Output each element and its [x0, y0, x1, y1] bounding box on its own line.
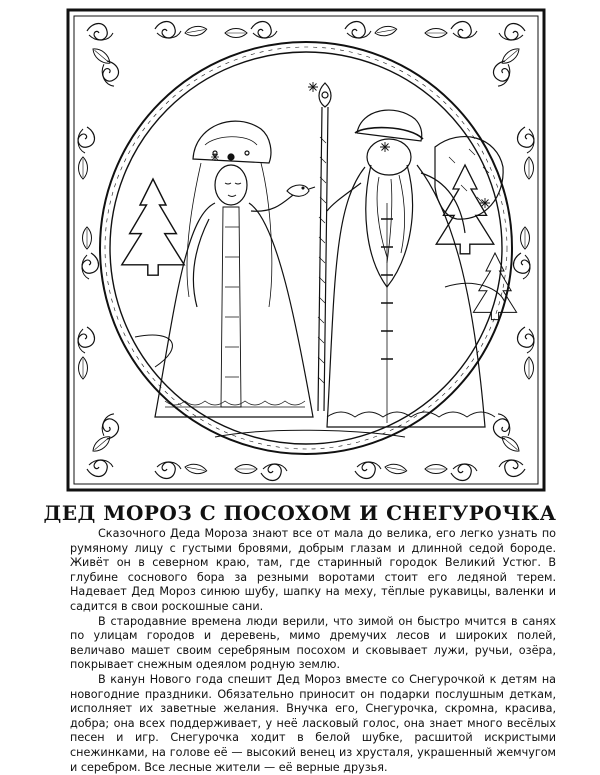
body-text: [70, 527, 556, 775]
illustration: [65, 7, 547, 493]
paragraph: В стародавние времена люди верили, что зимой он быстро мчится в санях по улицам городов и деревень, мимо дремучих лесов и широких полей, величаво машет своим серебряным посохом и сковывает лужи, ручьи, озёра, покрывает снежным одеялом родную землю.: [70, 614, 556, 672]
ornamental-frame-icon: [68, 10, 544, 490]
paragraph: Сказочного Деда Мороза знают все от мала до велика, его легко узнать по румяному лицу с густыми бровями, добрым глазам и длинной седой бороде. Живёт он в северном краю, там, где старинный городок Великий Устюг. В глубине соснового бора за резными воротами стоит его ледяной терем. Надевает Дед Мороз синюю шубу, шапку на меху, тёплые рукавицы, валенки и садится в свои роскошные сани.: [70, 527, 556, 613]
paragraph: В канун Нового года спешит Дед Мороз вместе со Снегурочкой к детям на новогодние праздники. Обязательно приносит он подарки послушным деткам, исполняет их заветные желания. Внучка его, Снегурочка, скромна, красива, добра; она всех поддерживает, у неё ласковый голос, она знает много весёлых песен и игр. Снегурочка ходит в белой шубке, расшитой искристыми снежинками, на голове её — высокий венец из хрусталя, украшенный жемчугом и серебром. Все лесные жители — её верные друзья.: [70, 672, 556, 774]
page-title: ДЕД МОРОЗ С ПОСОХОМ И СНЕГУРОЧКА: [43, 501, 557, 525]
